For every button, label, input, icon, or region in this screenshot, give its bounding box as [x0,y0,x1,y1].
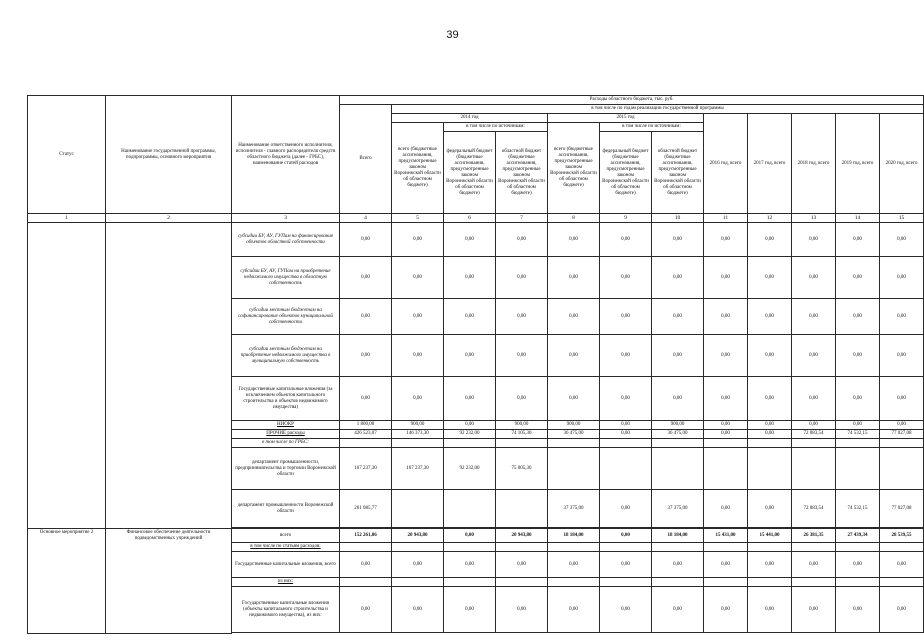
value-cell: 0,00 [836,223,880,257]
value-cell: 0,00 [600,223,652,257]
value-cell: 0,00 [600,377,652,421]
value-cell: 0,00 [704,257,748,299]
value-cell: 0,00 [600,529,652,543]
header-program: Наименование государственной программы, подпрограммы, основного мероприятия [106,96,232,214]
header-expenses: Расходы областного бюджета, тыс. руб. [340,96,924,105]
value-cell: 900,00 [496,421,548,430]
value-cell: 0,00 [600,490,652,528]
row-label: Государственные капитальные вложения, всего [232,552,340,578]
value-cell: 0,00 [748,430,792,439]
value-cell: 0,00 [792,299,836,335]
value-cell: 0,00 [748,299,792,335]
header-2015-regional: областной бюджет (бюджетные ассигнования, предусмотренные законом Воронежской области об областном бюджете) [652,132,704,214]
value-cell: 167 237,30 [392,448,444,490]
value-cell: 28 539,55 [880,529,924,543]
value-cell: 0,00 [392,223,444,257]
header-year-2014: 2014 год [392,114,548,123]
colnum: 13 [792,214,836,223]
colnum: 9 [600,214,652,223]
value-cell: 0,00 [340,335,392,377]
value-cell: 0,00 [340,257,392,299]
value-cell: 0,00 [444,257,496,299]
value-cell: 0,00 [600,299,652,335]
value-cell: 74 532,15 [836,490,880,528]
value-cell: 0,00 [792,257,836,299]
value-cell: 0,00 [836,299,880,335]
value-cell: 0,00 [836,421,880,430]
value-cell: 0,00 [444,335,496,377]
value-cell: 0,00 [704,552,748,578]
value-cell: 0,00 [704,299,748,335]
table-row [28,223,924,257]
colnum: 4 [340,214,392,223]
program-cell-empty [106,223,232,529]
header-2014-total: всего (бюджетные ассигнования, предусмотренные законом Воронежской области об областном бюджете) [392,123,444,214]
value-cell: 92 232,00 [444,448,496,490]
value-cell: 0,00 [880,421,924,430]
value-cell: 0,00 [496,257,548,299]
header-2015-federal: федеральный бюджет (бюджетные ассигнования, предусмотренные законом Воронежской области об областном бюджете) [600,132,652,214]
value-cell: 0,00 [748,223,792,257]
value-cell: 1 800,00 [340,421,392,430]
value-cell: 37 375,00 [548,490,600,528]
value-cell: 0,00 [880,223,924,257]
value-cell: 0,00 [496,223,548,257]
value-cell: 72 083,54 [792,490,836,528]
header-2015-total: всего (бюджетные ассигнования, предусмотренные законом Воронежской области об областном бюджете) [548,123,600,214]
value-cell: 0,00 [548,299,600,335]
value-cell: 0,00 [600,587,652,633]
value-cell: 0,00 [652,377,704,421]
value-cell: 0,00 [600,552,652,578]
value-cell: 0,00 [792,552,836,578]
value-cell: 0,00 [880,335,924,377]
header-year-2015: 2015 год [548,114,704,123]
row-label: ПРОЧИЕ расходы [232,430,340,439]
header-executor: Наименование ответственного исполнителя, исполнителя - главного распорядителя средств областного бюджета (далее - ГРБС), наименование статей расходов [232,96,340,214]
value-cell: 0,00 [704,377,748,421]
status-main2: Основное мероприятие 2 [28,529,106,634]
value-cell: 0,00 [600,335,652,377]
value-cell: 0,00 [444,377,496,421]
colnum: 11 [704,214,748,223]
value-cell: 18 184,00 [548,529,600,543]
value-cell: 0,00 [792,223,836,257]
value-cell: 0,00 [392,377,444,421]
row-label: Государственные капитальные вложения (за исключением объектов капитального строительства и объектов недвижимого имущества) [232,377,340,421]
value-cell: 0,00 [340,587,392,633]
value-cell: 0,00 [340,377,392,421]
value-cell: 15 441,00 [748,529,792,543]
row-label: субсидии БУ, АУ, ГУПам на приобретение недвижимого имущества в областную собственность [232,257,340,299]
value-cell: 72 083,54 [792,430,836,439]
value-cell: 0,00 [652,223,704,257]
row-label: в том числе по статьям расходов: [232,543,340,552]
value-cell: 15 431,00 [704,529,748,543]
value-cell: 0,00 [548,587,600,633]
value-cell: 0,00 [704,587,748,633]
value-cell: 36 475,00 [548,430,600,439]
value-cell: 0,00 [496,377,548,421]
value-cell: 0,00 [496,335,548,377]
program-main2: Финансовое обеспечение деятельности подведомственных учреждений [106,529,232,634]
value-cell: 0,00 [836,587,880,633]
row-label: Государственные капитальные вложения (объекты капитального строительства и недвижимого имущества), из них: [232,587,340,633]
value-cell: 426 523,07 [340,430,392,439]
value-cell: 0,00 [444,421,496,430]
value-cell: 0,00 [392,552,444,578]
value-cell: 900,00 [652,421,704,430]
header-2014-sources: в том числе по источникам: [444,123,548,132]
value-cell: 0,00 [496,587,548,633]
row-label: департамент промышленности Воронежской области [232,490,340,528]
header-2014-federal: федеральный бюджет (бюджетные ассигнования, предусмотренные законом Воронежской области об областном бюджете) [444,132,496,214]
value-cell: 0,00 [748,335,792,377]
value-cell: 75 005,30 [496,448,548,490]
value-cell: 0,00 [836,377,880,421]
row-label: департамент промышленности, предпринимательства и торговли Воронежской области [232,448,340,490]
value-cell: 20 943,80 [392,529,444,543]
value-cell: 900,00 [548,421,600,430]
value-cell: 0,00 [748,421,792,430]
value-cell: 0,00 [704,335,748,377]
value-cell: 0,00 [704,430,748,439]
colnum: 6 [444,214,496,223]
value-cell: 0,00 [548,377,600,421]
header-2016: 2016 год, всего [704,114,748,214]
value-cell: 27 439,34 [836,529,880,543]
value-cell: 18 184,00 [652,529,704,543]
value-cell: 261 085,77 [340,490,392,528]
value-cell: 0,00 [392,299,444,335]
value-cell: 0,00 [748,587,792,633]
value-cell: 0,00 [792,587,836,633]
value-cell: 0,00 [496,552,548,578]
value-cell: 0,00 [392,335,444,377]
value-cell: 20 943,80 [496,529,548,543]
table-row-main2-total [28,529,924,543]
colnum: 2 [106,214,232,223]
value-cell: 0,00 [836,335,880,377]
value-cell: 0,00 [652,257,704,299]
value-cell: 0,00 [748,377,792,421]
value-cell: 0,00 [704,490,748,528]
column-numbers-row [28,214,924,223]
value-cell: 167 237,30 [340,448,392,490]
row-label: субсидии местным бюджетам на приобретение недвижимого имущества в муниципальную собственность [232,335,340,377]
value-cell: 74 532,15 [836,430,880,439]
value-cell: 0,00 [548,552,600,578]
value-cell: 0,00 [340,223,392,257]
header-2017: 2017 год, всего [748,114,792,214]
row-label: НИОКР [232,421,340,430]
value-cell: 0,00 [600,257,652,299]
value-cell: 146 373,30 [392,430,444,439]
row-label: всего [232,529,340,543]
header-total: Всего [340,105,392,214]
header-2018: 2018 год, всего [792,114,836,214]
row-label: в том числе по ГРБС: [232,439,340,448]
header-status: Статус [28,96,106,214]
status-cell-empty [28,223,106,529]
header-2020: 2020 год, всего [880,114,924,214]
header-2019: 2019 год, всего [836,114,880,214]
value-cell: 0,00 [548,335,600,377]
budget-table [27,95,924,634]
value-cell: 0,00 [704,223,748,257]
value-cell: 0,00 [880,587,924,633]
value-cell: 0,00 [792,335,836,377]
value-cell: 36 475,00 [652,430,704,439]
value-cell: 0,00 [444,223,496,257]
header-2014-regional: областной бюджет (бюджетные ассигнования, предусмотренные законом Воронежской области об областном бюджете) [496,132,548,214]
colnum: 3 [232,214,340,223]
value-cell: 0,00 [880,552,924,578]
value-cell: 0,00 [392,257,444,299]
value-cell: 0,00 [600,430,652,439]
value-cell: 0,00 [748,552,792,578]
value-cell: 0,00 [748,257,792,299]
value-cell: 0,00 [652,335,704,377]
value-cell: 77 027,08 [880,430,924,439]
value-cell: 0,00 [836,257,880,299]
colnum: 15 [880,214,924,223]
value-cell: 0,00 [880,299,924,335]
header-2015-sources: в том числе по источникам: [600,123,704,132]
value-cell: 74 105,30 [496,430,548,439]
value-cell: 0,00 [548,223,600,257]
value-cell: 0,00 [444,552,496,578]
value-cell: 0,00 [444,587,496,633]
colnum: 12 [748,214,792,223]
colnum: 1 [28,214,106,223]
value-cell: 0,00 [792,377,836,421]
row-label: из них: [232,578,340,587]
value-cell: 0,00 [340,552,392,578]
colnum: 8 [548,214,600,223]
value-cell: 152 261,06 [340,529,392,543]
row-label: субсидии местным бюджетам на софинансирование объектов муниципальной собственности [232,299,340,335]
colnum: 14 [836,214,880,223]
colnum: 10 [652,214,704,223]
value-cell: 0,00 [340,299,392,335]
value-cell: 92 232,00 [444,430,496,439]
header-by-years: в том числе по годам реализации государственной программы [392,105,924,114]
colnum: 7 [496,214,548,223]
value-cell: 0,00 [444,299,496,335]
value-cell: 0,00 [880,257,924,299]
value-cell: 77 027,08 [880,490,924,528]
value-cell: 37 375,00 [652,490,704,528]
value-cell: 0,00 [880,377,924,421]
value-cell: 0,00 [652,587,704,633]
value-cell: 0,00 [548,257,600,299]
value-cell: 0,00 [496,299,548,335]
colnum: 5 [392,214,444,223]
value-cell: 0,00 [392,587,444,633]
value-cell: 26 381,35 [792,529,836,543]
page-number: 39 [446,29,459,41]
value-cell: 900,00 [392,421,444,430]
value-cell: 0,00 [704,421,748,430]
row-label: субсидии БУ, АУ, ГУПам на финансирование объектов областной собственности [232,223,340,257]
value-cell: 0,00 [748,490,792,528]
value-cell: 0,00 [444,529,496,543]
value-cell: 0,00 [836,552,880,578]
value-cell: 0,00 [792,421,836,430]
value-cell: 0,00 [652,299,704,335]
value-cell: 0,00 [600,421,652,430]
value-cell: 0,00 [652,552,704,578]
